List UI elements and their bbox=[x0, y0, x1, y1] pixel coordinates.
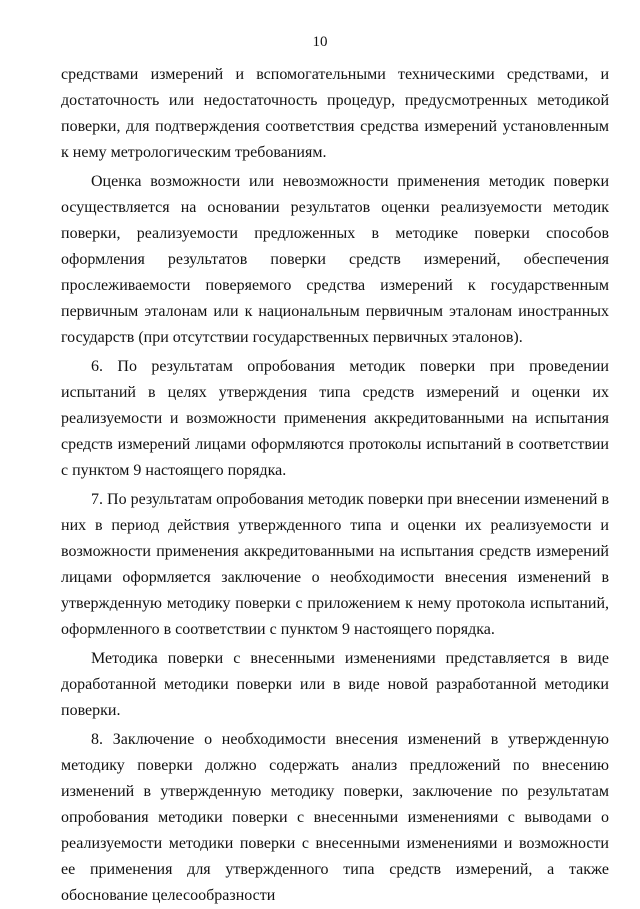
paragraph-item-7: 7. По результатам опробования методик поверки при внесении изменений в них в период действия утвержденного типа и оценки их реализуемости и возможности применения аккредитованными на испытания средств измерений лицами оформляется заключение о необходимости внесения изменений в утвержденную методику поверки с приложением к нему протокола испытаний, оформленного в соответствии с пунктом 9 настоящего порядка. bbox=[61, 491, 609, 638]
paragraph-continuation: средствами измерений и вспомогательными техническими средствами, и достаточность или недостаточность процедур, предусмотренных методикой поверки, для подтверждения соответствия средства измерений установленным к нему метрологическим требованиям. bbox=[61, 66, 609, 161]
paragraph-item-6: 6. По результатам опробования методик поверки при проведении испытаний в целях утверждения типа средств измерений и оценки их реализуемости и возможности применения аккредитованными на испытания средств измерений лицами оформляются протоколы испытаний в соответствии с пунктом 9 настоящего порядка. bbox=[61, 358, 609, 479]
document-body bbox=[61, 62, 609, 909]
paragraph-assessment: Оценка возможности или невозможности применения методик поверки осуществляется на основании результатов оценки реализуемости методик поверки, реализуемости предложенных в методике поверки способов оформления результатов поверки средств измерений, обеспечения прослеживаемости поверяемого средства измерений к государственным первичным эталонам или к национальным первичным эталонам иностранных государств (при отсутствии государственных первичных эталонов). bbox=[61, 173, 609, 346]
page-number: 10 bbox=[312, 34, 328, 50]
paragraph-item-8: 8. Заключение о необходимости внесения изменений в утвержденную методику поверки должно содержать анализ предложений по внесению изменений в утвержденную методику поверки, заключение по результатам опробования методики поверки с внесенными изменениями с выводами о реализуемости методики поверки с внесенными изменениями и возможности ее применения для утвержденного типа средств измерений, а также обоснование целесообразности bbox=[61, 731, 609, 904]
paragraph-revised-method: Методика поверки с внесенными изменениями представляется в виде доработанной методики поверки или в виде новой разработанной методики поверки. bbox=[61, 650, 609, 719]
